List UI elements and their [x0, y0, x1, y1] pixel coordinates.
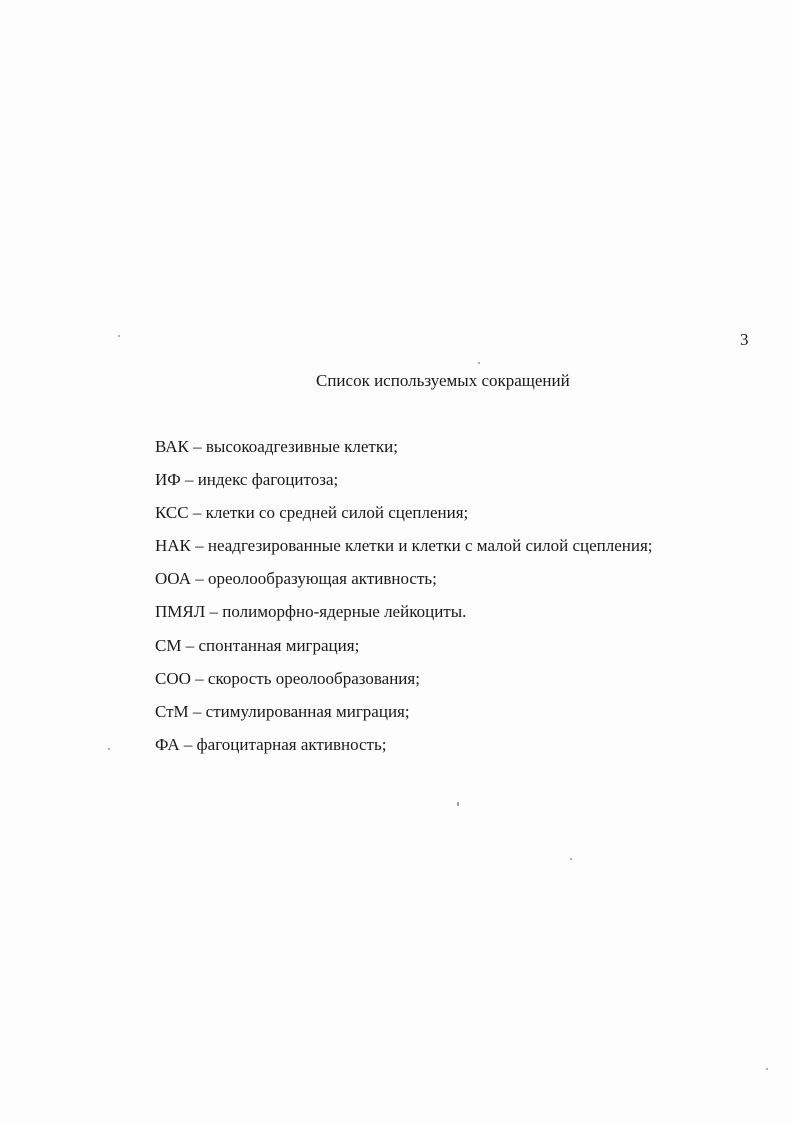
scan-speck: [457, 802, 459, 806]
scan-speck: [766, 1068, 768, 1070]
abbreviation-item: ООА – ореолообразующая активность;: [155, 569, 437, 589]
scan-speck: [108, 748, 110, 750]
page-number: 3: [740, 330, 749, 349]
abbreviation-list: [155, 436, 653, 767]
abbreviation-item: СМ – спонтанная миграция;: [155, 635, 360, 655]
abbreviation-item: СОО – скорость ореолообразования;: [155, 668, 420, 688]
scan-speck: [478, 362, 480, 364]
page-title: Список используемых сокращений: [316, 371, 570, 390]
abbreviation-item: ИФ – индекс фагоцитоза;: [155, 470, 339, 490]
abbreviation-item: ВАК – высокоадгезивные клетки;: [155, 437, 398, 456]
abbreviation-item: ПМЯЛ – полиморфно-ядерные лейкоциты.: [155, 602, 467, 622]
abbreviation-item: СтМ – стимулированная миграция;: [155, 701, 410, 721]
scan-speck: [118, 335, 120, 337]
abbreviation-item: ФА – фагоцитарная активность;: [155, 734, 387, 754]
scan-speck: [570, 858, 572, 860]
abbreviation-item: КСС – клетки со средней силой сцепления;: [155, 503, 469, 523]
abbreviation-item: НАК – неадгезированные клетки и клетки с малой силой сцепления;: [155, 536, 653, 556]
